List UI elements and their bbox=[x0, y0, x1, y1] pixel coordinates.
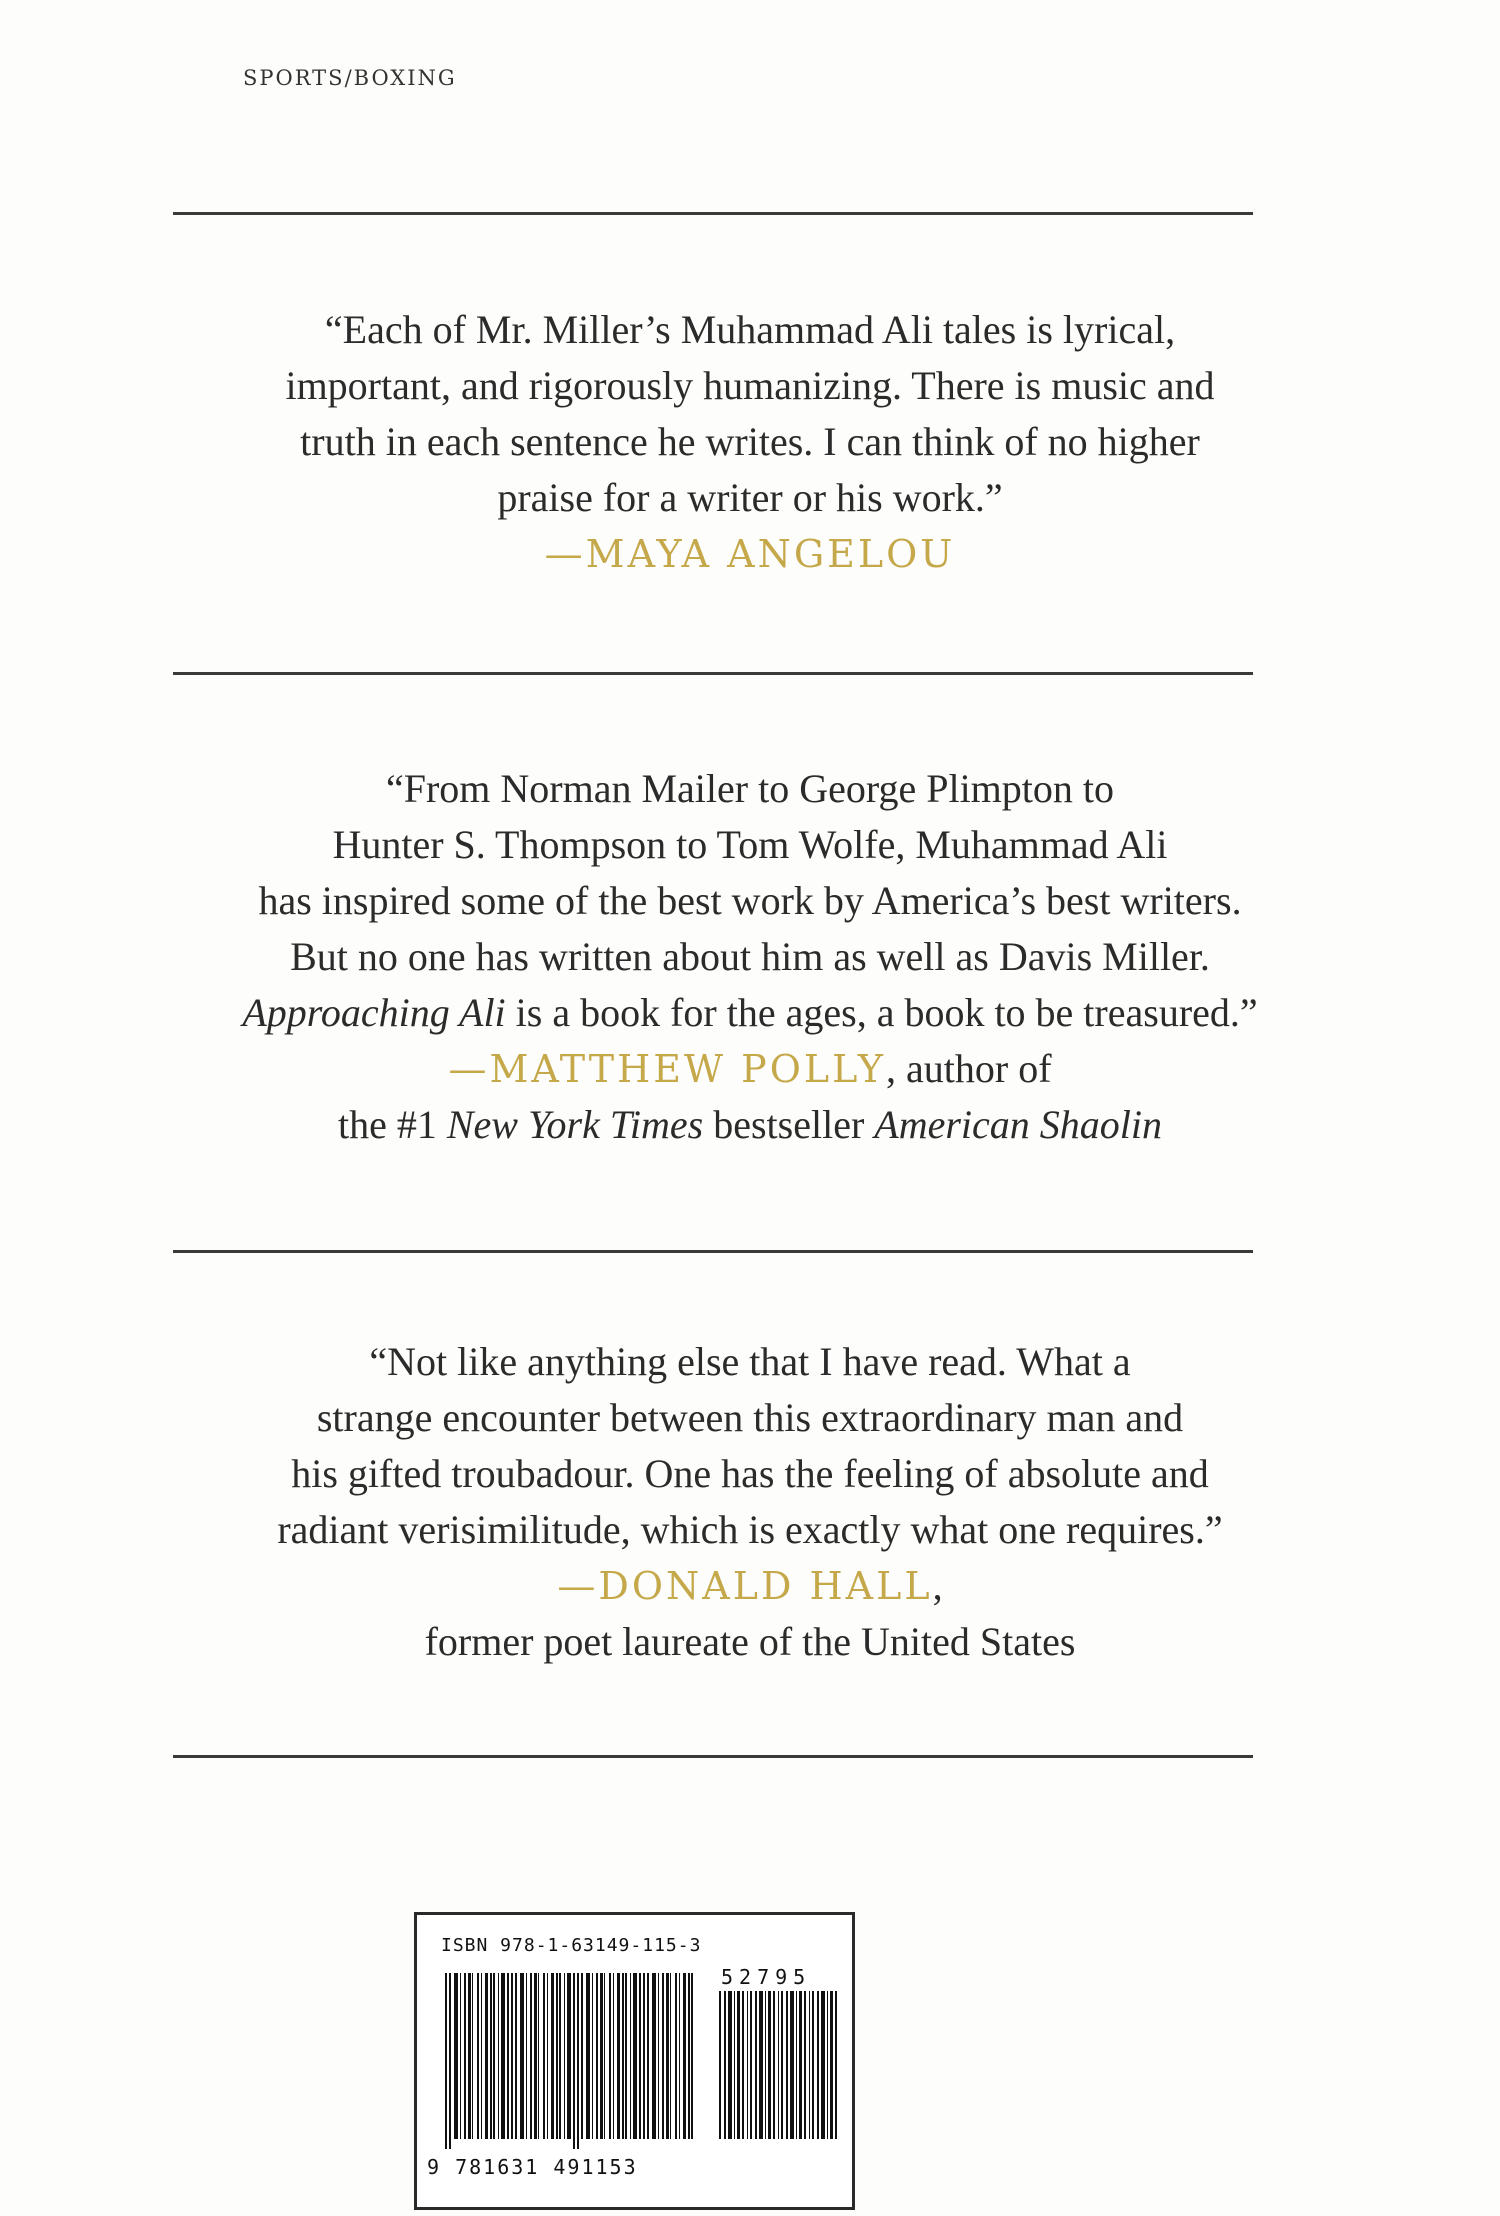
barcode-bar bbox=[747, 1991, 748, 2139]
barcode-bar bbox=[515, 1973, 517, 2139]
barcode-bar bbox=[501, 1973, 505, 2139]
barcode-bar bbox=[600, 1973, 603, 2139]
barcode-bar bbox=[691, 1973, 693, 2139]
barcode-bar bbox=[781, 1991, 783, 2139]
barcode-bar bbox=[625, 1973, 627, 2139]
quote-line: But no one has written about him as well as Davis Miller. bbox=[290, 934, 1210, 979]
barcode-bar bbox=[577, 1973, 579, 2149]
barcode-bar bbox=[567, 1973, 571, 2139]
attribution-suffix: , author of bbox=[886, 1046, 1052, 1091]
barcode-bar bbox=[530, 1973, 532, 2139]
barcode-bar bbox=[604, 1973, 605, 2139]
barcode-bar bbox=[490, 1973, 492, 2139]
quote-line: “Not like anything else that I have read. What a bbox=[369, 1339, 1131, 1384]
barcode-bar bbox=[534, 1973, 537, 2139]
price-code: 52795 bbox=[721, 1965, 812, 1989]
ean-digits: 9 781631 491153 bbox=[427, 2155, 638, 2179]
quote-line: Hunter S. Thompson to Tom Wolfe, Muhammad Ali bbox=[332, 822, 1168, 867]
category-label: SPORTS/BOXING bbox=[243, 66, 457, 90]
barcode-bar bbox=[511, 1973, 513, 2139]
barcode-bar bbox=[812, 1991, 814, 2139]
quote-line: strange encounter between this extraordinary man and bbox=[316, 1395, 1184, 1440]
barcode-bar bbox=[485, 1973, 488, 2139]
barcode-bar bbox=[556, 1973, 558, 2139]
barcode-bar bbox=[617, 1973, 620, 2139]
barcode-bar bbox=[719, 1991, 721, 2139]
barcode-bar bbox=[526, 1973, 527, 2139]
barcode-bar bbox=[559, 1973, 561, 2139]
book-title: Approaching Ali bbox=[242, 990, 506, 1035]
blurb-quote-1 bbox=[120, 302, 1380, 582]
isbn-barcode bbox=[414, 1912, 855, 2210]
barcode-bar bbox=[507, 1973, 509, 2139]
isbn-label: ISBN 978-1-63149-115-3 bbox=[441, 1935, 702, 1956]
barcode-bar bbox=[639, 1973, 641, 2139]
barcode-bar bbox=[460, 1973, 461, 2139]
quote-line: his gifted troubadour. One has the feeling of absolute and bbox=[291, 1451, 1209, 1496]
barcode-bar bbox=[724, 1991, 726, 2139]
barcode-bar bbox=[835, 1991, 837, 2139]
barcode-bar bbox=[596, 1973, 598, 2139]
barcode-bar bbox=[830, 1991, 833, 2139]
barcode-bar bbox=[543, 1973, 545, 2139]
quote-line: praise for a writer or his work.” bbox=[497, 475, 1003, 520]
barcode-bar bbox=[734, 1991, 735, 2139]
barcode-bar bbox=[643, 1973, 645, 2139]
barcode-bar bbox=[742, 1991, 744, 2139]
desc-text: bestseller bbox=[703, 1102, 875, 1147]
barcode-bar bbox=[633, 1973, 637, 2139]
barcode-bar bbox=[750, 1991, 752, 2139]
barcode-bar bbox=[652, 1973, 656, 2139]
barcode-bar bbox=[609, 1973, 611, 2139]
barcode-bar bbox=[737, 1991, 740, 2139]
quote-line bbox=[120, 985, 1380, 1041]
attribution bbox=[120, 1558, 1380, 1614]
quote-line: radiant verisimilitude, which is exactly what one requires.” bbox=[277, 1507, 1223, 1552]
attribution-suffix: , bbox=[932, 1563, 943, 1608]
barcode-bar bbox=[827, 1991, 828, 2139]
barcode-bar bbox=[796, 1991, 797, 2139]
desc-italic: New York Times bbox=[446, 1102, 704, 1147]
barcode-bar bbox=[804, 1991, 806, 2139]
barcode-bar bbox=[786, 1991, 788, 2139]
barcode-bar bbox=[662, 1973, 664, 2139]
blurb-quote-2 bbox=[120, 761, 1380, 1153]
quote-line: “From Norman Mailer to George Plimpton to bbox=[385, 766, 1115, 811]
barcode-bar bbox=[454, 1973, 458, 2139]
barcode-bar bbox=[778, 1991, 779, 2139]
attribution-description: former poet laureate of the United States bbox=[424, 1619, 1076, 1664]
barcode-bar bbox=[581, 1973, 583, 2139]
barcode-bar bbox=[592, 1973, 593, 2139]
attribution-name: —MATTHEW POLLY bbox=[448, 1047, 886, 1091]
barcode-bar bbox=[809, 1991, 810, 2139]
barcode-bar bbox=[468, 1973, 471, 2139]
quote-line: has inspired some of the best work by America’s best writers. bbox=[258, 878, 1242, 923]
barcode-bar bbox=[768, 1991, 771, 2139]
barcode-bar bbox=[666, 1973, 669, 2139]
barcode-bar bbox=[759, 1991, 763, 2139]
barcode-bar bbox=[586, 1973, 590, 2139]
barcode-bar bbox=[493, 1973, 495, 2139]
quote-line: truth in each sentence he writes. I can think of no higher bbox=[300, 419, 1200, 464]
barcode-bar bbox=[481, 1973, 482, 2139]
barcode-bars-price bbox=[719, 1991, 839, 2149]
barcode-bar bbox=[817, 1991, 819, 2139]
barcode-bar bbox=[564, 1973, 565, 2139]
divider-rule bbox=[173, 1250, 1253, 1253]
quote-text: is a book for the ages, a book to be treasured.” bbox=[505, 990, 1258, 1035]
barcode-bar bbox=[464, 1973, 466, 2139]
barcode-bar bbox=[449, 1973, 451, 2149]
barcode-bar bbox=[799, 1991, 802, 2139]
barcode-bar bbox=[472, 1973, 473, 2139]
divider-rule bbox=[173, 1755, 1253, 1758]
blurb-quote-3 bbox=[120, 1334, 1380, 1670]
quote-line: “Each of Mr. Miller’s Muhammad Ali tales is lyrical, bbox=[324, 307, 1176, 352]
attribution-name: —DONALD HALL bbox=[557, 1564, 933, 1608]
barcode-bar bbox=[821, 1991, 825, 2139]
quote-line: important, and rigorously humanizing. There is music and bbox=[285, 363, 1215, 408]
barcode-bar bbox=[790, 1991, 794, 2139]
barcode-bar bbox=[647, 1973, 649, 2139]
desc-italic: American Shaolin bbox=[874, 1102, 1163, 1147]
barcode-bar bbox=[520, 1973, 524, 2139]
barcode-bar bbox=[613, 1973, 614, 2139]
attribution-description bbox=[120, 1097, 1380, 1153]
barcode-bar bbox=[658, 1973, 659, 2139]
barcode-bar bbox=[622, 1973, 624, 2139]
barcode-bar bbox=[630, 1973, 631, 2139]
barcode-bar bbox=[573, 1973, 575, 2149]
barcode-bar bbox=[679, 1973, 680, 2139]
barcode-bar bbox=[538, 1973, 539, 2139]
barcode-bar bbox=[670, 1973, 671, 2139]
barcode-bar bbox=[728, 1991, 732, 2139]
barcode-bar bbox=[498, 1973, 499, 2139]
attribution-name: —MAYA ANGELOU bbox=[544, 532, 956, 576]
barcode-bar bbox=[688, 1973, 690, 2139]
barcode-bar bbox=[683, 1973, 686, 2139]
attribution bbox=[120, 1041, 1380, 1097]
barcode-bar bbox=[773, 1991, 775, 2139]
barcode-bar bbox=[755, 1991, 757, 2139]
barcode-bar bbox=[445, 1973, 447, 2149]
barcode-bar bbox=[547, 1973, 548, 2139]
barcode-bar bbox=[477, 1973, 479, 2139]
barcode-bar bbox=[675, 1973, 677, 2139]
divider-rule bbox=[173, 672, 1253, 675]
barcode-bar bbox=[765, 1991, 766, 2139]
barcode-bars-main bbox=[445, 1973, 695, 2149]
barcode-bar bbox=[551, 1973, 554, 2139]
divider-rule bbox=[173, 212, 1253, 215]
desc-text: the #1 bbox=[337, 1102, 447, 1147]
attribution bbox=[120, 526, 1380, 582]
